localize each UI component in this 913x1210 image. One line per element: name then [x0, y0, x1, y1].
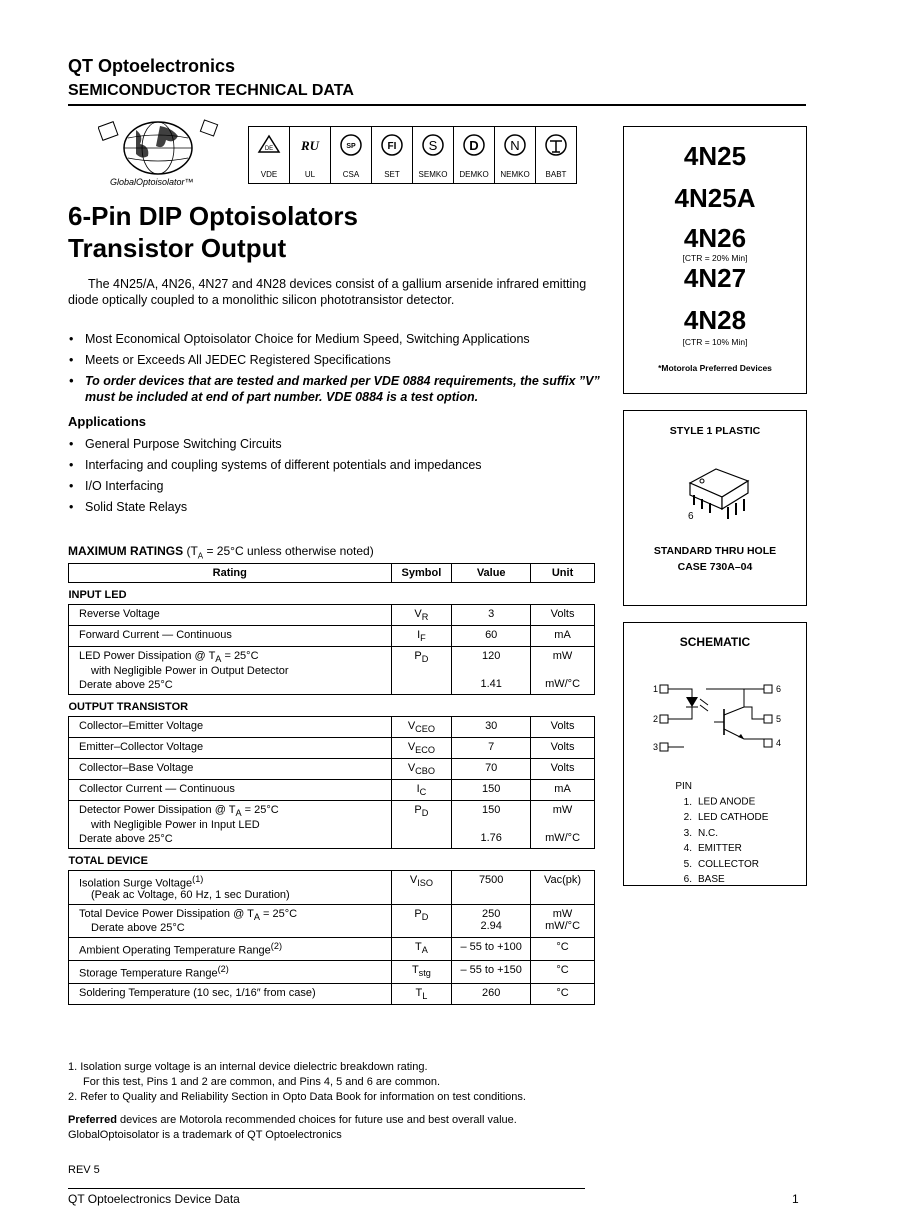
table-row: Collector Current — Continuous $I_C$ 150 mA	[69, 780, 595, 801]
page-number: 1	[792, 1192, 799, 1206]
schematic-diagram	[648, 679, 788, 759]
title-line-2: Transistor Output	[68, 233, 287, 263]
pin-row: 4. EMITTER	[683, 843, 742, 854]
ctr-note-20: [CTR = 20% Min]	[682, 253, 748, 263]
section-output-transistor: OUTPUT TRANSISTOR	[68, 700, 189, 713]
fi-icon	[379, 132, 405, 158]
company-name: QT Optoelectronics	[68, 56, 236, 76]
package-style: STYLE 1 PLASTIC	[669, 425, 761, 437]
feature-item: • Most Economical Optoisolator Choice for Medium Speed, Switching Applications	[68, 331, 608, 347]
schematic-pin-6: 6	[776, 684, 782, 694]
feature-list	[68, 331, 608, 410]
cert-nemko: N NEMKO	[495, 127, 536, 183]
footer-rule	[68, 1188, 585, 1189]
schematic-pin-2: 2	[652, 714, 658, 724]
document-title	[68, 200, 358, 264]
cert-ul: RU UL	[290, 127, 331, 183]
col-rating: Rating	[69, 564, 392, 583]
vde-icon	[256, 132, 282, 158]
pin-row: 2. LED CATHODE	[683, 812, 769, 823]
notes-section	[68, 1060, 608, 1178]
intro-paragraph: The 4N25/A, 4N26, 4N27 and 4N28 devices consist of a gallium arsenide infrared emitting diode optically coupled to a monolithic silicon phototransistor detector.	[68, 277, 587, 307]
part-4n27: 4N27	[683, 263, 747, 293]
package-desc-1: STANDARD THRU HOLE	[653, 545, 777, 557]
svg-text:S: S	[428, 138, 438, 153]
svg-text:D: D	[469, 138, 479, 153]
application-item: • Solid State Relays	[68, 499, 608, 515]
svg-text:N: N	[510, 138, 520, 153]
csa-icon	[338, 132, 364, 158]
preferred-note: *Motorola Preferred Devices	[658, 363, 772, 373]
part-number-box	[623, 126, 807, 394]
pin-list	[666, 779, 768, 888]
table-row: Collector–Base Voltage $V_{CBO}$ 70 Volts	[69, 758, 595, 779]
pin-row: PIN 1. LED ANODE	[675, 781, 756, 808]
feature-item: • To order devices that are tested and marked per VDE 0884 requirements, the suffix ”V” must be included at end of part number. VDE 0884 is a test option.	[68, 373, 608, 405]
cert-vde: DE VDE	[249, 127, 290, 183]
title-line-1: 6-Pin DIP Optoisolators	[68, 201, 358, 231]
part-4n26: 4N26	[683, 223, 747, 253]
cert-demko: D DEMKO	[454, 127, 495, 183]
col-value: Value	[452, 564, 531, 583]
preferred-devices-note: Preferred devices are Motorola recommended choices for future use and best overall value.	[68, 1114, 517, 1126]
ratings-title: MAXIMUM RATINGS ($T_A = 25^\circ C$ unless otherwise noted)	[68, 544, 374, 561]
note-1: 1. Isolation surge voltage is an internal device dielectric breakdown rating.	[68, 1061, 428, 1073]
table-row: Reverse Voltage $V_R$ 3 Volts	[69, 605, 595, 626]
ul-icon	[297, 132, 323, 158]
note-1-cont: For this test, Pins 1 and 2 are common, and Pins 4, 5 and 6 are common.	[83, 1076, 441, 1088]
schematic-pin-1: 1	[652, 684, 658, 694]
part-4n28: 4N28	[683, 305, 747, 335]
revision: REV 5	[68, 1164, 100, 1176]
footer-source: QT Optoelectronics Device Data	[68, 1192, 240, 1206]
schematic-pin-3: 3	[652, 742, 658, 752]
table-row: Forward Current — Continuous $I_F$ 60 mA	[69, 626, 595, 647]
ratings-table	[68, 563, 595, 1005]
table-row: Isolation Surge Voltage$^{(1)}$ (Peak ac Voltage, 60 Hz, 1 sec Duration) $V_{ISO}$ 7500 Vac(pk)	[69, 870, 595, 905]
n-icon	[502, 132, 528, 158]
application-item: • General Purpose Switching Circuits	[68, 436, 608, 452]
table-row: Emitter–Collector Voltage $V_{ECO}$ 7 Volts	[69, 737, 595, 758]
cert-babt: BABT	[536, 127, 576, 183]
feature-item: • Meets or Exceeds All JEDEC Registered Specifications	[68, 352, 608, 368]
cert-csa: SP CSA	[331, 127, 372, 183]
svg-text:SP: SP	[346, 143, 356, 150]
svg-text:FI: FI	[387, 141, 397, 152]
package-box	[623, 410, 807, 606]
schematic-pin-4: 4	[776, 738, 782, 748]
table-row: LED Power Dissipation @ $T_A = 25^\circ C$ with Negligible Power in Output Detector Derate above 25°C $P_D$ 120 1.41 mW mW/°C	[69, 647, 595, 694]
col-symbol: Symbol	[391, 564, 452, 583]
header-rule	[68, 104, 806, 106]
logo-caption: GlobalOptoisolator™	[110, 177, 194, 187]
table-row: Detector Power Dissipation @ $T_A = 25^\circ C$ with Negligible Power in Input LED Derate above 25°C $P_D$ 150 1.76 mW mW/°C	[69, 801, 595, 848]
part-4n25: 4N25	[683, 141, 747, 171]
applications-heading: Applications	[68, 414, 147, 429]
pin-row: 5. COLLECTOR	[683, 858, 759, 870]
schematic-box	[623, 622, 807, 886]
application-item: • Interfacing and coupling systems of different potentials and impedances	[68, 457, 608, 473]
schematic-pin-5: 5	[776, 714, 782, 724]
trademark-note: GlobalOptoisolator is a trademark of QT Optoelectronics	[68, 1129, 342, 1141]
cert-semko: S SEMKO	[413, 127, 454, 183]
table-row: Soldering Temperature (10 sec, 1/16″ from case) $T_L$ 260 °C	[69, 983, 595, 1004]
schematic-title: SCHEMATIC	[679, 635, 751, 649]
table-row: Storage Temperature Range$^{(2)}$ $T_{stg}$ – 55 to +150 °C	[69, 961, 595, 984]
document-subtitle: SEMICONDUCTOR TECHNICAL DATA	[68, 82, 354, 99]
table-row: Ambient Operating Temperature Range$^{(2)}$ $T_A$ – 55 to +100 °C	[69, 938, 595, 961]
ctr-note-10: [CTR = 10% Min]	[682, 337, 748, 347]
pin-row: 6. BASE	[683, 874, 725, 885]
svg-text:RU: RU	[300, 138, 320, 153]
table-row: Total Device Power Dissipation @ $T_A = 25^\circ C$ Derate above 25°C $P_D$ 250 2.94 mW mW/°C	[69, 905, 595, 938]
note-2: 2. Refer to Quality and Reliability Section in Opto Data Book for information on test conditions.	[68, 1091, 526, 1103]
section-input-led: INPUT LED	[68, 589, 127, 601]
table-header-row	[69, 564, 595, 583]
babt-icon	[543, 132, 569, 158]
pin-row: 3. N.C.	[683, 827, 718, 839]
part-4n25a: 4N25A	[674, 183, 756, 213]
package-pin-label: 6	[688, 511, 694, 522]
application-item: • I/O Interfacing	[68, 478, 608, 494]
section-total-device: TOTAL DEVICE	[68, 854, 148, 867]
d-icon	[461, 132, 487, 158]
certification-strip	[248, 126, 577, 184]
cert-set: FI SET	[372, 127, 413, 183]
col-unit: Unit	[531, 564, 595, 583]
s-icon	[420, 132, 446, 158]
applications-section	[68, 414, 608, 520]
table-row: Collector–Emitter Voltage $V_{CEO}$ 30 Volts	[69, 716, 595, 737]
package-case: CASE 730A–04	[677, 561, 753, 573]
svg-text:DE: DE	[264, 146, 274, 152]
